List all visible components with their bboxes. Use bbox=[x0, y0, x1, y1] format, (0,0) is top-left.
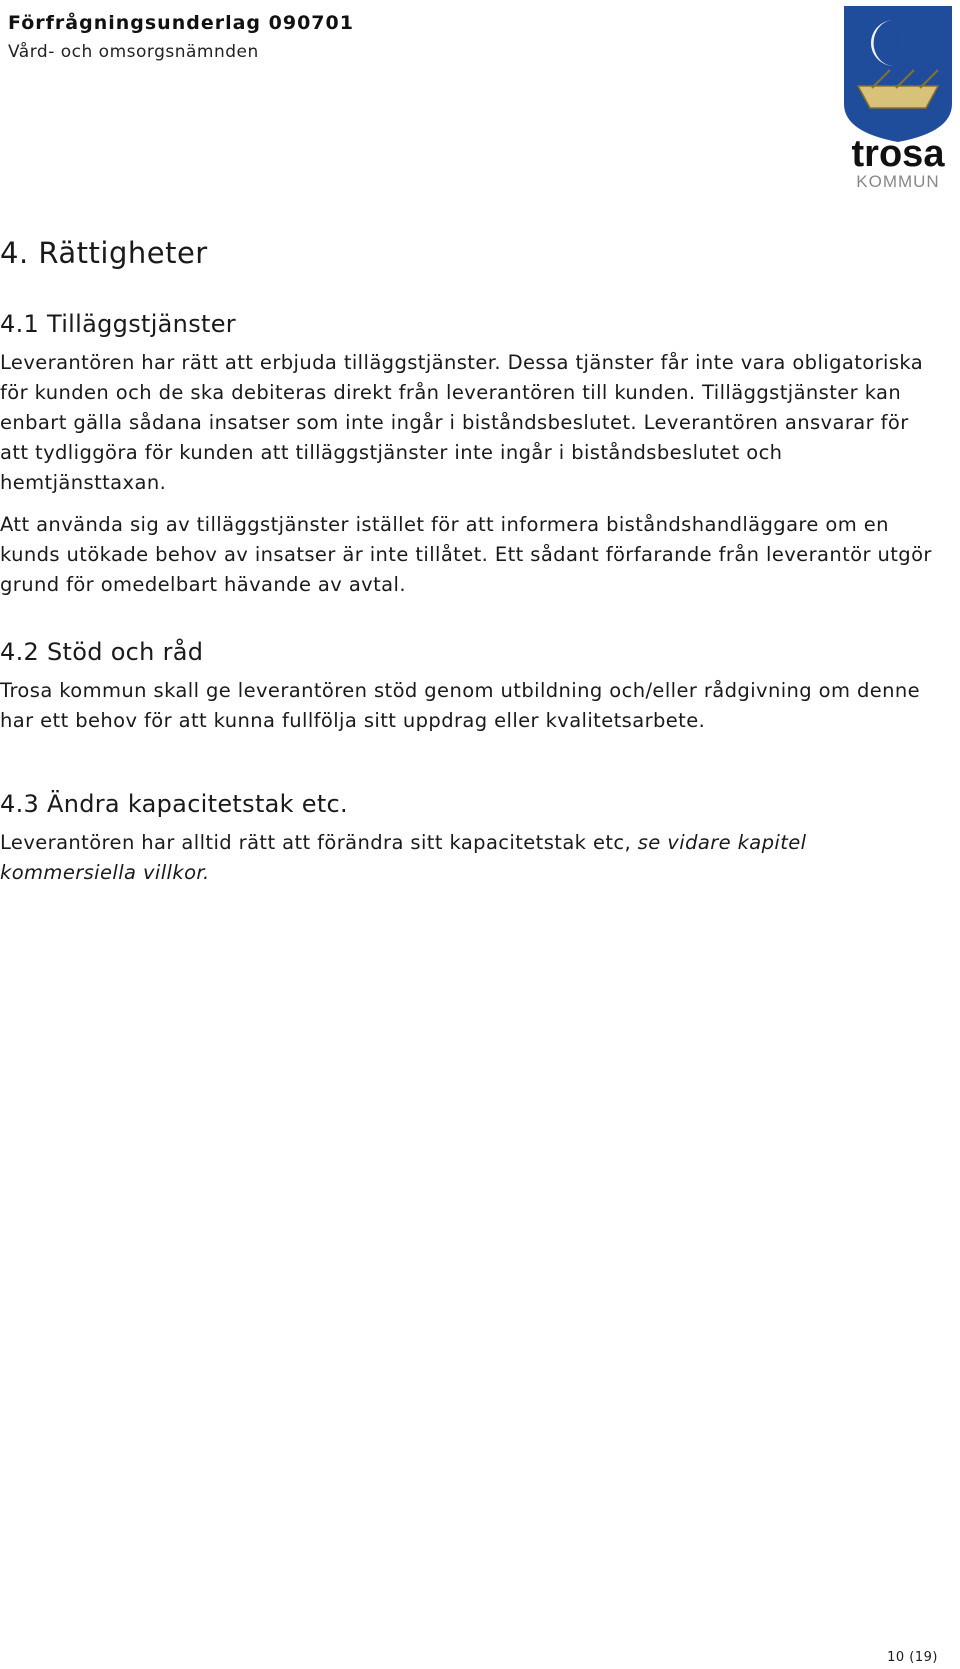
subsection-heading-4-2: 4.2 Stöd och råd bbox=[0, 638, 204, 666]
subsection-heading-4-3: 4.3 Ändra kapacitetstak etc. bbox=[0, 790, 348, 818]
paragraph-4-1-a: Leverantören har rätt att erbjuda tilläggstjänster. Dessa tjänster får inte vara obligatoriska för kunden och de ska debiteras direkt från leverantören till kunden. Tilläggstjänster kan enbart gälla sådana insatser som inte ingår i biståndsbeslutet. Leverantören ansvarar för att tydliggöra för kunden att tilläggstjänster inte ingår i biståndsbeslutet och hemtjänsttaxan. bbox=[0, 351, 924, 494]
chapter-reference: se vidare kapitel kommersiella villkor. bbox=[0, 831, 807, 884]
section-heading: 4. Rättigheter bbox=[0, 236, 208, 270]
logo-wordmark: trosa bbox=[851, 133, 945, 175]
subsection-heading-4-1: 4.1 Tilläggstjänster bbox=[0, 310, 236, 338]
document-subtitle: Vård- och omsorgsnämnden bbox=[8, 42, 259, 62]
page-number: 10 (19) bbox=[887, 1650, 938, 1665]
document-title: Förfrågningsunderlag 090701 bbox=[8, 12, 354, 34]
document-body bbox=[0, 236, 940, 888]
logo-subtext: KOMMUN bbox=[856, 172, 940, 191]
document-header bbox=[8, 12, 354, 62]
trosa-kommun-logo bbox=[838, 4, 958, 200]
paragraph-4-2: Trosa kommun skall ge leverantören stöd genom utbildning och/eller rådgivning om denne har ett behov för att kunna fullfölja sitt uppdrag eller kvalitetsarbete. bbox=[0, 679, 921, 732]
paragraph-4-3 bbox=[0, 828, 940, 888]
paragraph-4-3-text: Leverantören har alltid rätt att förändra sitt kapacitetstak etc, bbox=[0, 831, 638, 854]
paragraph-4-1-b: Att använda sig av tilläggstjänster istället för att informera biståndshandläggare om en kunds utökade behov av insatser är inte tillåtet. Ett sådant förfarande från leverantör utgör grund för omedelbart hävande av avtal. bbox=[0, 513, 932, 596]
